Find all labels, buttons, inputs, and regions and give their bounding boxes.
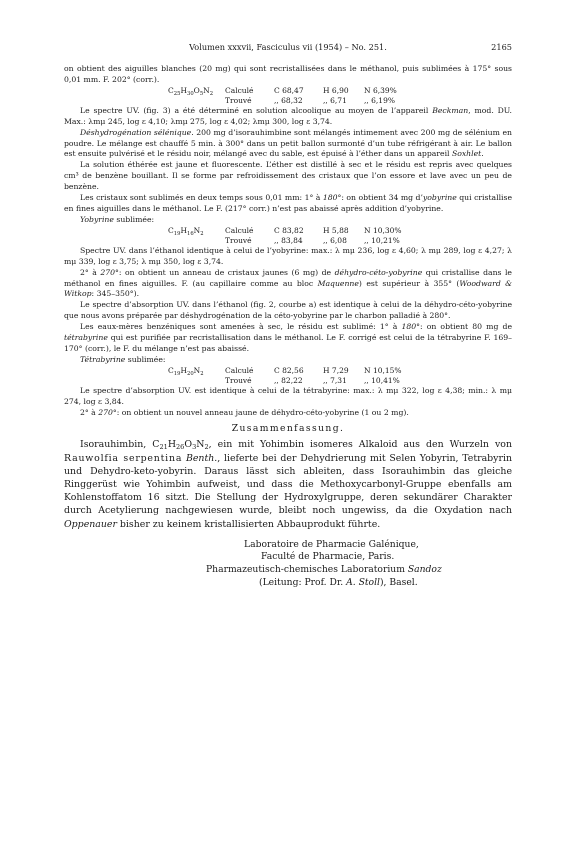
calc-label: Calculé: [225, 225, 254, 235]
found-c: ,, 68,32: [274, 95, 303, 105]
affiliation-line-2: Faculté de Pharmacie, Paris.: [261, 551, 395, 563]
found-label: Trouvé: [225, 375, 252, 385]
paragraph-uv-spectrum: Le spectre UV. (fig. 3) a été déterminé en solution alcoolique au moyen de l’appareil Beckman, mod. DU. Max.: λmμ 245, log ε 4,10; λmμ 275, log ε 4,02; λmμ 300, log ε 3,74.: [64, 105, 513, 126]
analysis-formula: $C_{19}H_{20}N_2$: [168, 365, 204, 377]
calc-c: C 68,47: [274, 85, 304, 95]
analysis-calc-row: [168, 366, 407, 376]
found-c: ,, 83,84: [274, 235, 303, 245]
calc-c: C 82,56: [274, 365, 304, 375]
plant-name: Rauwolfia serpentina: [64, 452, 183, 464]
calc-h: H 7,29: [323, 365, 349, 375]
analysis-found-row: [168, 236, 407, 246]
found-c: ,, 82,22: [274, 375, 303, 385]
page-number: 2165: [491, 42, 512, 52]
affiliation-line-4: (Leitung: Prof. Dr. A. Stoll), Basel.: [259, 576, 418, 588]
found-label: Trouvé: [225, 235, 252, 245]
calc-c: C 83,82: [274, 225, 304, 235]
paragraph-tetrabyrine-label: Tétrabyrine sublimée:: [80, 354, 166, 364]
found-h: ,, 6,71: [323, 95, 347, 105]
paragraph-uv-yobyrine: Spectre UV. dans l’éthanol identique à celui de l’yobyrine: max.: λ mμ 236, log ε 4,60; λ mμ 289, log ε 4,27; λ mμ 339, log ε 3,75; λ mμ 350, log ε 3,74.: [64, 245, 512, 266]
found-n: ,, 10,21%: [364, 235, 400, 245]
paragraph-mother-liquors: Les eaux-mères benzéniques sont amenées à sec, le résidu est sublimé: 1° à 180°: on obtient 80 mg de tétrabyrine qui est purifiée par recristallisation dans le méthanol. Le F. corrigé est celui de la tétrabyrine F. 169–170° (corr.), le F. du mélange n’est pas abaissé.: [64, 322, 512, 353]
analysis-table-1: [64, 86, 512, 106]
analysis-calc-row: [168, 226, 407, 236]
found-n: ,, 10,41%: [364, 375, 400, 385]
found-h: ,, 7,31: [323, 375, 347, 385]
analysis-formula: $C_{19}H_{16}N_2$: [168, 225, 204, 237]
calc-n: N 10,30%: [364, 225, 402, 235]
running-header: [64, 42, 512, 56]
analysis-table-2: [64, 226, 512, 246]
found-h: ,, 6,08: [323, 235, 347, 245]
summary-text: Isorauhimbin, $C_{21}H_{26}O_3N_2$, ein mit Yohimbin isomeres Alkaloid aus den Wurzeln von Rauwolfia serpentina Benth., lieferte bei der Dehydrierung mit Selen Yobyrin, Tetrabyrin und Dehydro-keto-yobyrin. Daraus lässt sich ableiten, dass Isorauhimbin das gleiche Ringgerüst wie Yohimbin aufweist, und dass die Methoxycarbonyl-Gruppe ebenfalls am Kohlenstoffatom 16 sitzt. Die Stellung der Hydroxylgruppe, deren sekundärer Charakter durch Acetylierung nachgewiesen wurde, bleibt noch ungewiss, da die Oxydation nach Oppenauer bisher zu keinem kristallisierten Abbauprodukt führte.: [64, 439, 512, 530]
paragraph-ether-solution: La solution éthérée est jaune et fluorescente. L’éther est distillé à sec et le résidu est repris avec quelques cm³ de benzène bouillant. Il se forme par refroidissement des cristaux que l’on essore et lave avec un peu de benzène.: [64, 160, 512, 192]
calc-h: H 5,88: [323, 225, 349, 235]
calc-label: Calculé: [225, 365, 254, 375]
affiliation-line-3: Pharmazeutisch-chemisches Laboratorium Sandoz: [206, 564, 442, 576]
summary-heading: Zusammenfassung.: [231, 423, 345, 435]
journal-reference: Volumen xxxvii, Fasciculus vii (1954) – No. 251.: [189, 42, 387, 52]
paragraph-tetrabyrine-spectrum: Le spectre d’absorption UV. est identique à celui de la tétrabyrine: max.: λ mμ 322, log ε 4,38; min.: λ mμ 274, log ε 3,84.: [64, 385, 512, 406]
article-body: [64, 64, 512, 589]
calc-n: N 10,15%: [364, 365, 402, 375]
paragraph-dehydro-ceto: 2° à 270°: on obtient un anneau de cristaux jaunes (6 mg) de déhydro-céto-yobyrine qui cristallise dans le méthanol en fines aiguilles. F. (au capillaire comme au bloc Maquenne) est supérieur à 355° (Woodward & Witkop: 345–350°).: [64, 267, 513, 299]
calc-n: N 6,39%: [364, 85, 397, 95]
paragraph-sublimation: Les cristaux sont sublimés en deux temps sous 0,01 mm: 1° à 180°: on obtient 34 mg d’yobyrine qui cristallise en fines aiguilles dans le méthanol. Le F. (217° corr.) n’est pas abaissé après addition d’yobyrine.: [64, 193, 512, 213]
calc-h: H 6,90: [323, 85, 349, 95]
plant-author: Benth.: [185, 452, 218, 464]
analysis-found-row: [168, 376, 407, 386]
found-n: ,, 6,19%: [364, 95, 395, 105]
paragraph-absorption-spectrum: Le spectre d’absorption UV. dans l’éthanol (fig. 2, courbe a) est identique à celui de la déhydro-céto-yobyrine que nous avons préparée par déshydrogénation de la céto-yobyrine par le charbon palladié à 280°.: [64, 300, 512, 321]
calc-label: Calculé: [225, 85, 254, 95]
oppenauer-name: Oppenauer: [64, 518, 117, 530]
analysis-table-3: [64, 366, 512, 386]
paragraph-yobyrine-label: Yobyrine sublimée:: [80, 214, 155, 224]
analysis-found-row: [168, 96, 402, 106]
analysis-formula: $C_{25}H_{30}O_5N_2$: [168, 85, 214, 97]
paragraph-yellow-ring: 2° à 270°: on obtient un nouvel anneau jaune de déhydro-céto-yobyrine (1 ou 2 mg).: [80, 407, 409, 417]
found-label: Trouvé: [225, 95, 252, 105]
affiliation-line-1: Laboratoire de Pharmacie Galénique,: [244, 538, 419, 550]
paragraph-dehydrogenation: Déshydrogénation sélénique. 200 mg d’isorauhimbine sont mélangés intimement avec 200 mg de sélénium en poudre. Le mélange est chauffé 5 min. à 300° dans un petit ballon surmonté d’un tube réfrigérant à air. Le ballon est ensuite pulvérisé et le résidu noir, mélangé avec du sable, est épuisé à l’éther dans un appareil Soxhlet.: [64, 127, 512, 159]
paragraph-1: on obtient des aiguilles blanches (20 mg) qui sont recristallisées dans le méthanol, puis sublimées à 175° sous 0,01 mm. F. 202° (corr.).: [64, 64, 512, 84]
analysis-calc-row: [168, 86, 402, 96]
affiliation-block: [206, 538, 512, 589]
